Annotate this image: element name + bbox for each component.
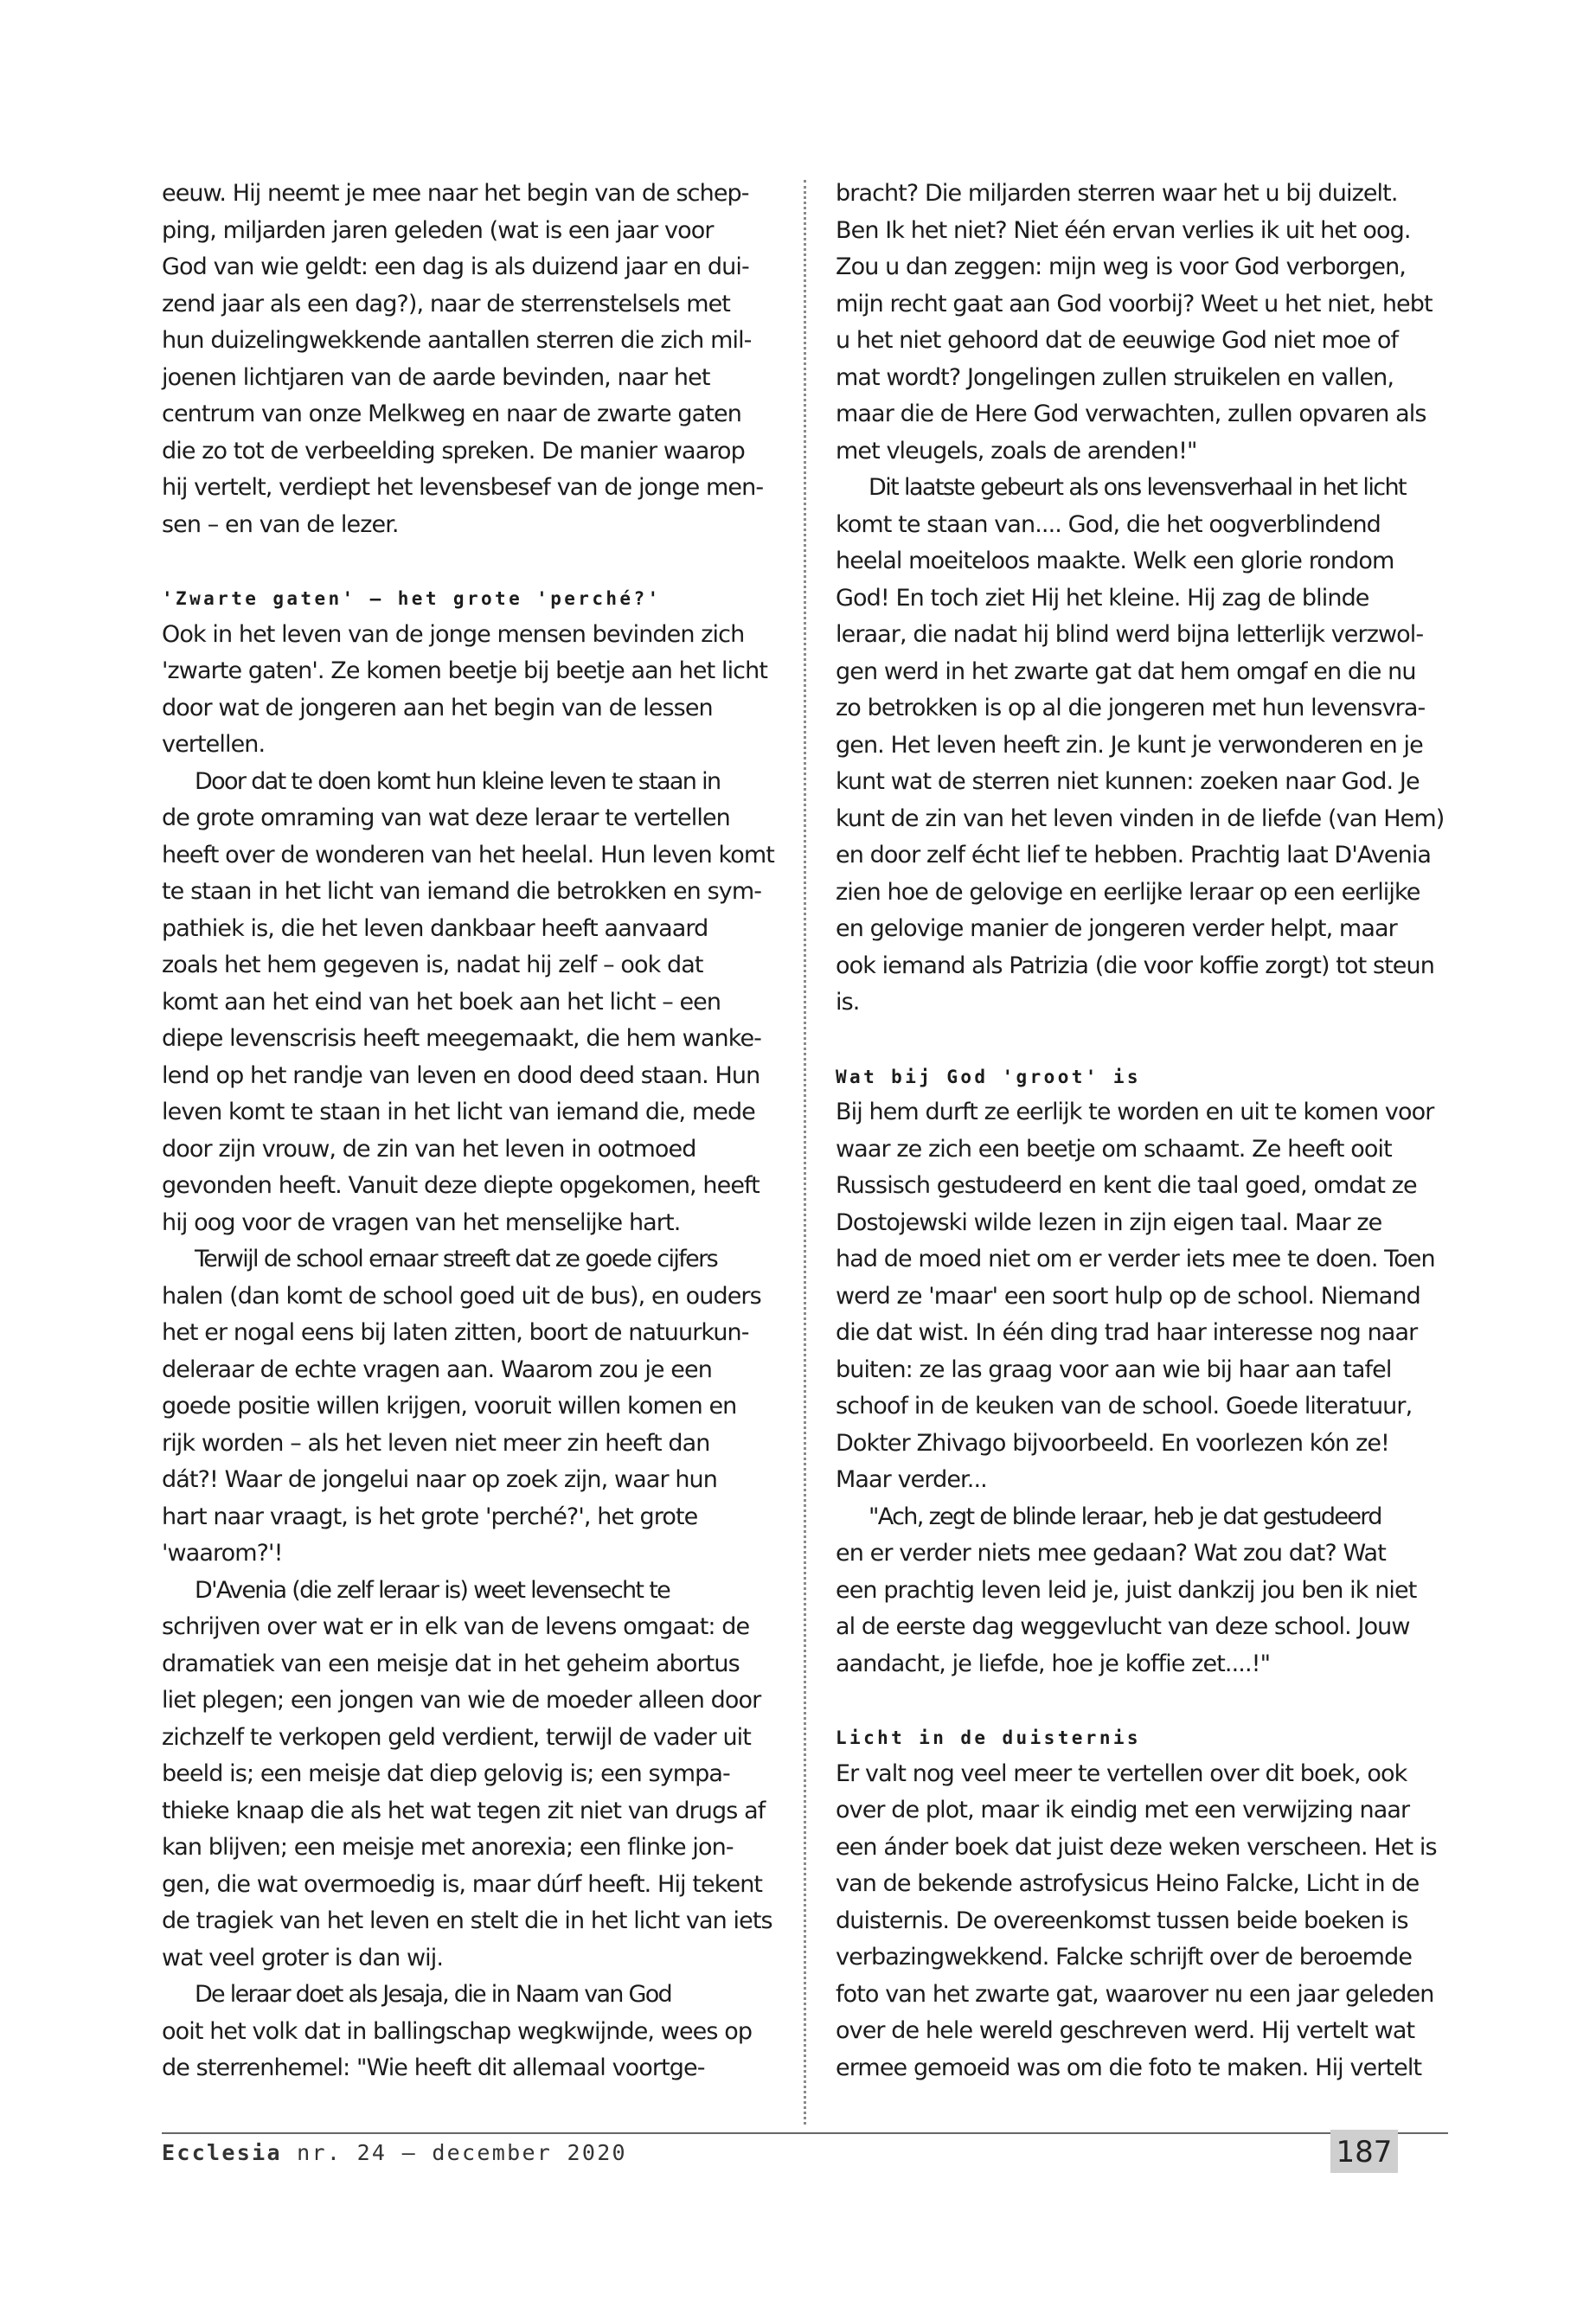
text-line: zend jaar als een dag?), naar de sterrenstelsels met <box>162 290 730 317</box>
text-line: 'zwarte gaten'. Ze komen beetje bij beetje aan het licht <box>162 657 768 684</box>
text-line: Er valt nog veel meer te vertellen over dit boek, ook <box>836 1759 1407 1787</box>
text-line: komt aan het eind van het boek aan het licht – een <box>162 988 721 1016</box>
text-line: en gelovige manier de jongeren verder helpt, maar <box>836 915 1397 942</box>
text-line: over de plot, maar ik eindig met een verwijzing naar <box>836 1797 1410 1823</box>
paragraph <box>836 1094 1457 1499</box>
paragraph-gap <box>836 1022 1457 1058</box>
text-line: leraar, die nadat hij blind werd bijna letterlijk verzwol- <box>836 621 1424 648</box>
text-line: heeft over de wonderen van het heelal. Hun leven komt <box>162 841 774 868</box>
text-line: goede positie willen krijgen, vooruit willen komen en <box>162 1393 737 1420</box>
text-line: zichzelf te verkopen geld verdient, terwijl de vader uit <box>162 1723 751 1751</box>
text-line: de grote omraming van wat deze leraar te vertellen <box>162 804 730 831</box>
text-line: dramatiek van een meisje dat in het geheim abortus <box>162 1650 740 1677</box>
text-line: kan blijven; een meisje met anorexia; een flinke jon- <box>162 1834 734 1861</box>
text-line: Maar verder... <box>836 1466 987 1493</box>
text-line: Dit laatste gebeurt als ons levensverhaal in het licht <box>869 474 1406 501</box>
footer-rule <box>162 2132 1448 2134</box>
text-line: met vleugels, zoals de arenden!" <box>836 437 1197 465</box>
left-column <box>162 176 793 2087</box>
paragraph <box>162 1241 793 1573</box>
text-line: en door zelf écht lief te hebben. Prachtig laat D'Avenia <box>836 842 1432 868</box>
text-line: kunt wat de sterren niet kunnen: zoeken naar God. Je <box>836 768 1420 795</box>
text-line: joenen lichtjaren van de aarde bevinden, naar het <box>162 363 710 391</box>
text-line: mijn recht gaat aan God voorbij? Weet u het niet, hebt <box>836 290 1433 317</box>
text-line: zien hoe de gelovige en eerlijke leraar op een eerlijke <box>836 878 1420 906</box>
paragraph <box>162 176 793 543</box>
text-line: gevonden heeft. Vanuit deze diepte opgekomen, heeft <box>162 1172 760 1199</box>
text-line: foto van het zwarte gat, waarover nu een jaar geleden <box>836 1980 1434 2008</box>
paragraph <box>162 1573 793 1977</box>
text-line: deleraar de echte vragen aan. Waarom zou je een <box>162 1356 712 1383</box>
text-line: en er verder niets mee gedaan? Wat zou dat? Wat <box>836 1540 1386 1567</box>
footer-issue: nr. 24 – december 2020 <box>297 2140 627 2165</box>
text-line: Ook in het leven van de jonge mensen bevinden zich <box>162 620 745 648</box>
text-line: komt te staan van.... God, die het oogverblindend <box>836 510 1381 538</box>
text-line: thieke knaap die als het wat tegen zit niet van drugs af <box>162 1797 766 1824</box>
text-line: hij oog voor de vragen van het menselijke hart. <box>162 1208 681 1236</box>
text-line: maar die de Here God verwachten, zullen opvaren als <box>836 401 1426 427</box>
text-line: de sterrenhemel: "Wie heeft dit allemaal voortge- <box>162 2054 705 2081</box>
text-line: hun duizelingwekkende aantallen sterren die zich mil- <box>162 327 752 354</box>
text-line: gen werd in het zwarte gat dat hem omgaf en die nu <box>836 657 1416 685</box>
paragraph <box>836 1499 1457 1683</box>
paragraph <box>836 470 1457 1022</box>
text-line: hart naar vraagt, is het grote 'perché?', het grote <box>162 1503 698 1530</box>
paragraph <box>836 1756 1457 2087</box>
text-line: het er nogal eens bij laten zitten, boort de natuurkun- <box>162 1319 749 1346</box>
paragraph <box>836 176 1457 470</box>
text-line: Ben Ik het niet? Niet één ervan verlies ik uit het oog. <box>836 216 1411 244</box>
text-line: Russisch gestudeerd en kent die taal goed, omdat ze <box>836 1172 1417 1199</box>
text-line: pathiek is, die het leven dankbaar heeft aanvaard <box>162 914 708 942</box>
text-line: verbazingwekkend. Falcke schrijft over de beroemde <box>836 1944 1413 1971</box>
text-line: Dokter Zhivago bijvoorbeeld. En voorlezen kón ze! <box>836 1429 1389 1457</box>
text-line: mat wordt? Jongelingen zullen struikelen en vallen, <box>836 363 1394 391</box>
text-line: aandacht, je liefde, hoe je koffie zet....!" <box>836 1650 1271 1677</box>
text-line: bracht? Die miljarden sterren waar het u bij duizelt. <box>836 180 1398 207</box>
text-line: waar ze zich een beetje om schaamt. Ze heeft ooit <box>836 1135 1392 1163</box>
text-line: God! En toch ziet Hij het kleine. Hij zag de blinde <box>836 584 1369 612</box>
text-line: diepe levenscrisis heeft meegemaakt, die hem wanke- <box>162 1025 762 1052</box>
column-divider <box>804 180 806 2125</box>
text-line: een prachtig leven leid je, juist dankzij jou ben ik niet <box>836 1576 1417 1604</box>
text-line: Terwijl de school ernaar streeft dat ze goede cijfers <box>195 1246 718 1272</box>
paragraph-gap <box>162 543 793 580</box>
text-line: gen, die wat overmoedig is, maar dúrf heeft. Hij tekent <box>162 1870 763 1898</box>
text-line: De leraar doet als Jesaja, die in Naam van God <box>195 1981 671 2008</box>
text-line: over de hele wereld geschreven werd. Hij vertelt wat <box>836 2017 1415 2044</box>
text-line: te staan in het licht van iemand die betrokken en sym- <box>162 878 762 905</box>
text-line: God van wie geldt: een dag is als duizend jaar en dui- <box>162 253 749 280</box>
text-line: eeuw. Hij neemt je mee naar het begin van de schep- <box>162 180 749 207</box>
text-line: die zo tot de verbeelding spreken. De manier waarop <box>162 437 745 465</box>
text-line: een ánder boek dat juist deze weken verscheen. Het is <box>836 1833 1437 1861</box>
text-line: vertellen. <box>162 731 266 758</box>
text-line: rijk worden – als het leven niet meer zin heeft dan <box>162 1429 710 1457</box>
text-line: heelal moeiteloos maakte. Welk een glorie rondom <box>836 548 1394 574</box>
text-line: schoof in de keuken van de school. Goede literatuur, <box>836 1393 1413 1420</box>
text-line: door wat de jongeren aan het begin van de lessen <box>162 694 713 721</box>
text-line: u het niet gehoord dat de eeuwige God niet moe of <box>836 327 1399 354</box>
section-heading: 'Zwarte gaten' – het grote 'perché?' <box>162 588 662 609</box>
text-line: van de bekende astrofysicus Heino Falcke, Licht in de <box>836 1870 1420 1897</box>
text-line: schrijven over wat er in elk van de levens omgaat: de <box>162 1613 750 1640</box>
text-line: lend op het randje van leven en dood deed staan. Hun <box>162 1061 760 1089</box>
text-line: ping, miljarden jaren geleden (wat is een jaar voor <box>162 216 714 244</box>
text-line: die dat wist. In één ding trad haar interesse nog naar <box>836 1319 1418 1346</box>
section-heading: Wat bij God 'groot' is <box>836 1066 1141 1087</box>
paragraph <box>162 1977 793 2087</box>
text-line: leven komt te staan in het licht van iemand die, mede <box>162 1099 755 1125</box>
text-line: centrum van onze Melkweg en naar de zwarte gaten <box>162 401 741 427</box>
text-line: Bij hem durft ze eerlijk te worden en uit te komen voor <box>836 1099 1434 1125</box>
text-line: Door dat te doen komt hun kleine leven te staan in <box>195 767 721 795</box>
text-line: ermee gemoeid was om die foto te maken. Hij vertelt <box>836 2054 1422 2081</box>
text-line: kunt de zin van het leven vinden in de liefde (van Hem) <box>836 804 1445 832</box>
paragraph <box>162 764 793 1242</box>
text-line: hij vertelt, verdiept het levensbesef van de jonge men- <box>162 474 764 501</box>
text-line: wat veel groter is dan wij. <box>162 1944 444 1971</box>
text-line: Zou u dan zeggen: mijn weg is voor God verborgen, <box>836 253 1406 280</box>
page-number: 187 <box>1330 2130 1398 2173</box>
footer-journal: Ecclesia <box>162 2140 282 2165</box>
text-line: dát?! Waar de jongelui naar op zoek zijn, waar hun <box>162 1466 717 1493</box>
text-line: halen (dan komt de school goed uit de bus), en ouders <box>162 1282 761 1310</box>
text-line: al de eerste dag weggevlucht van deze school. Jouw <box>836 1613 1410 1640</box>
text-line: werd ze 'maar' een soort hulp op de school. Niemand <box>836 1282 1420 1310</box>
text-line: liet plegen; een jongen van wie de moeder alleen door <box>162 1687 761 1714</box>
text-line: gen. Het leven heeft zin. Je kunt je verwonderen en je <box>836 731 1423 759</box>
text-line: ooit het volk dat in ballingschap wegkwijnde, wees op <box>162 2017 753 2045</box>
text-line: 'waarom?'! <box>162 1540 283 1567</box>
text-line: ook iemand als Patrizia (die voor koffie zorgt) tot steun <box>836 952 1434 979</box>
footer <box>162 2140 627 2165</box>
text-line: door zijn vrouw, de zin van het leven in ootmoed <box>162 1135 696 1163</box>
paragraph-gap <box>836 1682 1457 1719</box>
text-line: sen – en van de lezer. <box>162 510 399 538</box>
paragraph <box>162 617 793 764</box>
text-line: Dostojewski wilde lezen in zijn eigen taal. Maar ze <box>836 1208 1382 1236</box>
text-line: "Ach, zegt de blinde leraar, heb je dat gestudeerd <box>869 1503 1381 1530</box>
text-line: de tragiek van het leven en stelt die in het licht van iets <box>162 1907 772 1934</box>
text-line: had de moed niet om er verder iets mee te doen. Toen <box>836 1246 1435 1272</box>
text-line: duisternis. De overeenkomst tussen beide boeken is <box>836 1907 1408 1934</box>
text-line: beeld is; een meisje dat diep gelovig is; een sympa- <box>162 1760 730 1787</box>
text-line: buiten: ze las graag voor aan wie bij haar aan tafel <box>836 1356 1392 1383</box>
text-line: zo betrokken is op al die jongeren met hun levensvra- <box>836 695 1426 721</box>
text-line: D'Avenia (die zelf leraar is) weet levensecht te <box>195 1576 670 1604</box>
text-line: zoals het hem gegeven is, nadat hij zelf – ook dat <box>162 952 703 978</box>
right-column <box>836 176 1457 2086</box>
section-heading: Licht in de duisternis <box>836 1727 1141 1748</box>
text-line: is. <box>836 989 860 1016</box>
